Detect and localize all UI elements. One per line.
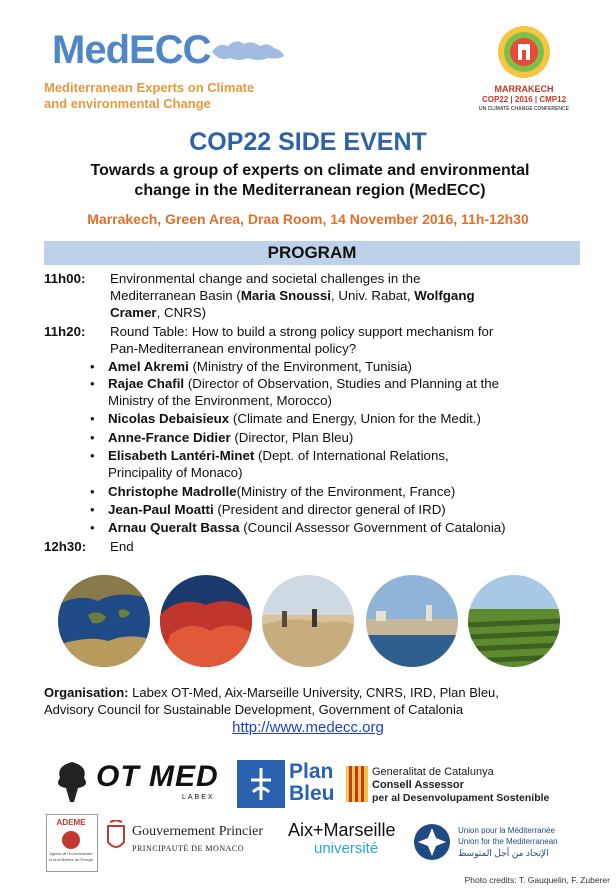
monaco-crest-icon bbox=[104, 820, 128, 854]
program-item-1 bbox=[110, 270, 590, 321]
panelist-name: Anne-France Didier bbox=[108, 430, 231, 445]
plan-bleu-line-2: Bleu bbox=[289, 782, 335, 805]
program-item-2-line-1: Round Table: How to build a strong policy support mechanism for bbox=[110, 324, 494, 339]
bullet: • bbox=[90, 376, 95, 391]
program-heading: PROGRAM bbox=[44, 241, 580, 265]
otmed-labex-logo bbox=[52, 758, 220, 804]
amu-line-1: Aix+Marseille bbox=[288, 820, 396, 840]
medecc-logo-subtitle-2: and environmental Change bbox=[44, 96, 211, 111]
catalonia-line-3: per al Desenvolupament Sostenible bbox=[372, 792, 550, 804]
program-item-2-line-2: Pan-Mediterranean environmental policy? bbox=[110, 341, 357, 356]
event-title: COP22 SIDE EVENT bbox=[189, 128, 427, 156]
medecc-logo bbox=[40, 18, 290, 118]
medecc-logo-word: MedECC bbox=[52, 28, 211, 72]
speaker-name: Cramer bbox=[110, 305, 157, 320]
panelist-1 bbox=[108, 358, 593, 375]
organisation-line-2: Advisory Council for Sustainable Development, Government of Catalonia bbox=[44, 702, 464, 717]
ademe-sub-1: Agence de l'Environnement bbox=[49, 852, 93, 856]
panelist-name: Elisabeth Lantéri-Minet bbox=[108, 448, 255, 463]
amu-line-2: université bbox=[314, 840, 379, 857]
mediterranean-map-icon bbox=[208, 32, 288, 72]
cop22-logo-line: COP22 | 2016 | CMP12 bbox=[481, 95, 567, 104]
photo-marseille-port bbox=[366, 575, 458, 667]
panelist-role: (Ministry of the Environment, France) bbox=[236, 484, 456, 499]
ufm-emblem-icon bbox=[412, 822, 452, 862]
event-location: Marrakech, Green Area, Draa Room, 14 November 2016, 11h-12h30 bbox=[87, 211, 529, 227]
organisation-line-1: Labex OT-Med, Aix-Marseille University, CNRS, IRD, Plan Bleu, bbox=[128, 685, 499, 700]
panelist-name: Christophe Madrolle bbox=[108, 484, 237, 499]
event-subtitle bbox=[60, 161, 560, 201]
speaker-name: Maria Snoussi bbox=[240, 288, 331, 303]
event-subtitle-line-2: change in the Mediterranean region (MedECC) bbox=[134, 182, 486, 199]
monaco-logo bbox=[104, 820, 282, 860]
program-item-1-line-2 bbox=[110, 287, 590, 304]
ufm-line-3: الإتحاد من أجل المتوسط bbox=[458, 848, 549, 858]
program-item-3: End bbox=[110, 539, 134, 554]
cop22-logo-tagline: UN CLIMATE CHANGE CONFERENCE bbox=[479, 106, 569, 112]
photo-mediterranean-satellite bbox=[58, 575, 150, 667]
panelist-role: (Climate and Energy, Union for the Medit.) bbox=[229, 411, 481, 426]
catalonia-line-1: Generalitat de Catalunya bbox=[372, 766, 494, 778]
panelist-name: Jean-Paul Moatti bbox=[108, 502, 214, 517]
panelist-role: (Director of Observation, Studies and Planning at the bbox=[184, 376, 499, 391]
bullet: • bbox=[90, 502, 95, 517]
photo-vineyard bbox=[468, 575, 560, 667]
ufm-line-2: Union for the Mediterranean bbox=[458, 837, 558, 846]
website-link[interactable]: http://www.medecc.org bbox=[232, 719, 384, 736]
panelist-name: Arnau Queralt Bassa bbox=[108, 520, 240, 535]
event-subtitle-line-1: Towards a group of experts on climate and environmental bbox=[90, 162, 530, 179]
panelist-role-cont: Ministry of the Environment, Morocco) bbox=[108, 393, 332, 408]
ademe-sub-2: et de la Maîtrise de l'Énergie bbox=[48, 858, 94, 862]
cop22-logo bbox=[470, 24, 578, 122]
program-time-3: 12h30: bbox=[44, 539, 87, 554]
panelist-role: (Council Assessor Government of Catalonia) bbox=[239, 520, 506, 535]
ademe-word: ADEME bbox=[56, 818, 86, 827]
panelist-role: (Director, Plan Bleu) bbox=[230, 430, 354, 445]
bullet: • bbox=[90, 411, 95, 426]
photo-credits: Photo credits: T. Gauquelin, F. Zuberer bbox=[464, 875, 610, 885]
text-span: , CNRS) bbox=[156, 305, 207, 320]
panelist-role-cont: Principality of Monaco) bbox=[108, 465, 243, 480]
otmed-sub: LABEX bbox=[182, 794, 215, 801]
bullet: • bbox=[90, 430, 95, 445]
organisation-label: Organisation: bbox=[44, 685, 129, 700]
bullet: • bbox=[90, 484, 95, 499]
program-item-1-line-3 bbox=[110, 304, 590, 321]
panelist-role: (Dept. of International Relations, bbox=[254, 448, 449, 463]
panelist-7 bbox=[108, 501, 593, 518]
panelist-6 bbox=[108, 483, 593, 500]
text-span: , Univ. Rabat, bbox=[330, 288, 415, 303]
panelist-name: Rajae Chafil bbox=[108, 376, 185, 391]
medecc-logo-subtitle-1: Mediterranean Experts on Climate bbox=[44, 80, 255, 95]
monaco-line-1: Gouvernement Princier bbox=[132, 824, 264, 839]
plan-bleu-line-1: Plan bbox=[289, 760, 334, 783]
panelist-role: (Ministry of the Environment, Tunisia) bbox=[188, 359, 412, 374]
organisation-text bbox=[44, 684, 584, 718]
program-time-1: 11h00: bbox=[44, 271, 86, 286]
panelist-3 bbox=[108, 410, 593, 427]
panelist-2 bbox=[108, 375, 593, 409]
program-time-2: 11h20: bbox=[44, 324, 86, 339]
plan-bleu-emblem-icon bbox=[237, 760, 285, 808]
catalonia-logo bbox=[346, 766, 596, 806]
program-item-2 bbox=[110, 323, 590, 357]
panelist-4 bbox=[108, 429, 593, 446]
bullet: • bbox=[90, 359, 95, 374]
ademe-emblem-icon bbox=[59, 830, 83, 850]
panelist-5 bbox=[108, 447, 593, 481]
ademe-logo bbox=[46, 814, 96, 870]
aix-marseille-university-logo bbox=[288, 820, 408, 860]
speaker-name: Wolfgang bbox=[414, 288, 475, 303]
cop22-emblem-icon bbox=[496, 24, 552, 80]
photo-desert-people bbox=[262, 575, 354, 667]
bullet: • bbox=[90, 448, 95, 463]
panelist-name: Nicolas Debaisieux bbox=[108, 411, 230, 426]
catalonia-flag-icon bbox=[346, 766, 368, 802]
ufm-line-1: Union pour la Méditerranée bbox=[458, 826, 555, 835]
program-item-1-line-1: Environmental change and societal challenges in the bbox=[110, 271, 421, 286]
union-for-mediterranean-logo bbox=[412, 822, 608, 868]
photo-red-coral bbox=[160, 575, 252, 667]
text-span: Mediterranean Basin ( bbox=[110, 288, 241, 303]
panelist-role: (President and director general of IRD) bbox=[213, 502, 446, 517]
monaco-line-2: PRINCIPAUTÉ DE MONACO bbox=[132, 844, 244, 853]
tree-icon bbox=[52, 758, 92, 804]
bullet: • bbox=[90, 520, 95, 535]
plan-bleu-logo bbox=[237, 760, 337, 808]
panelist-name: Amel Akremi bbox=[108, 359, 189, 374]
panelist-8 bbox=[108, 519, 593, 536]
cop22-logo-city: MARRAKECH bbox=[494, 84, 554, 94]
catalonia-line-2: Consell Assessor bbox=[372, 779, 464, 791]
otmed-word: OT MED bbox=[96, 760, 219, 793]
